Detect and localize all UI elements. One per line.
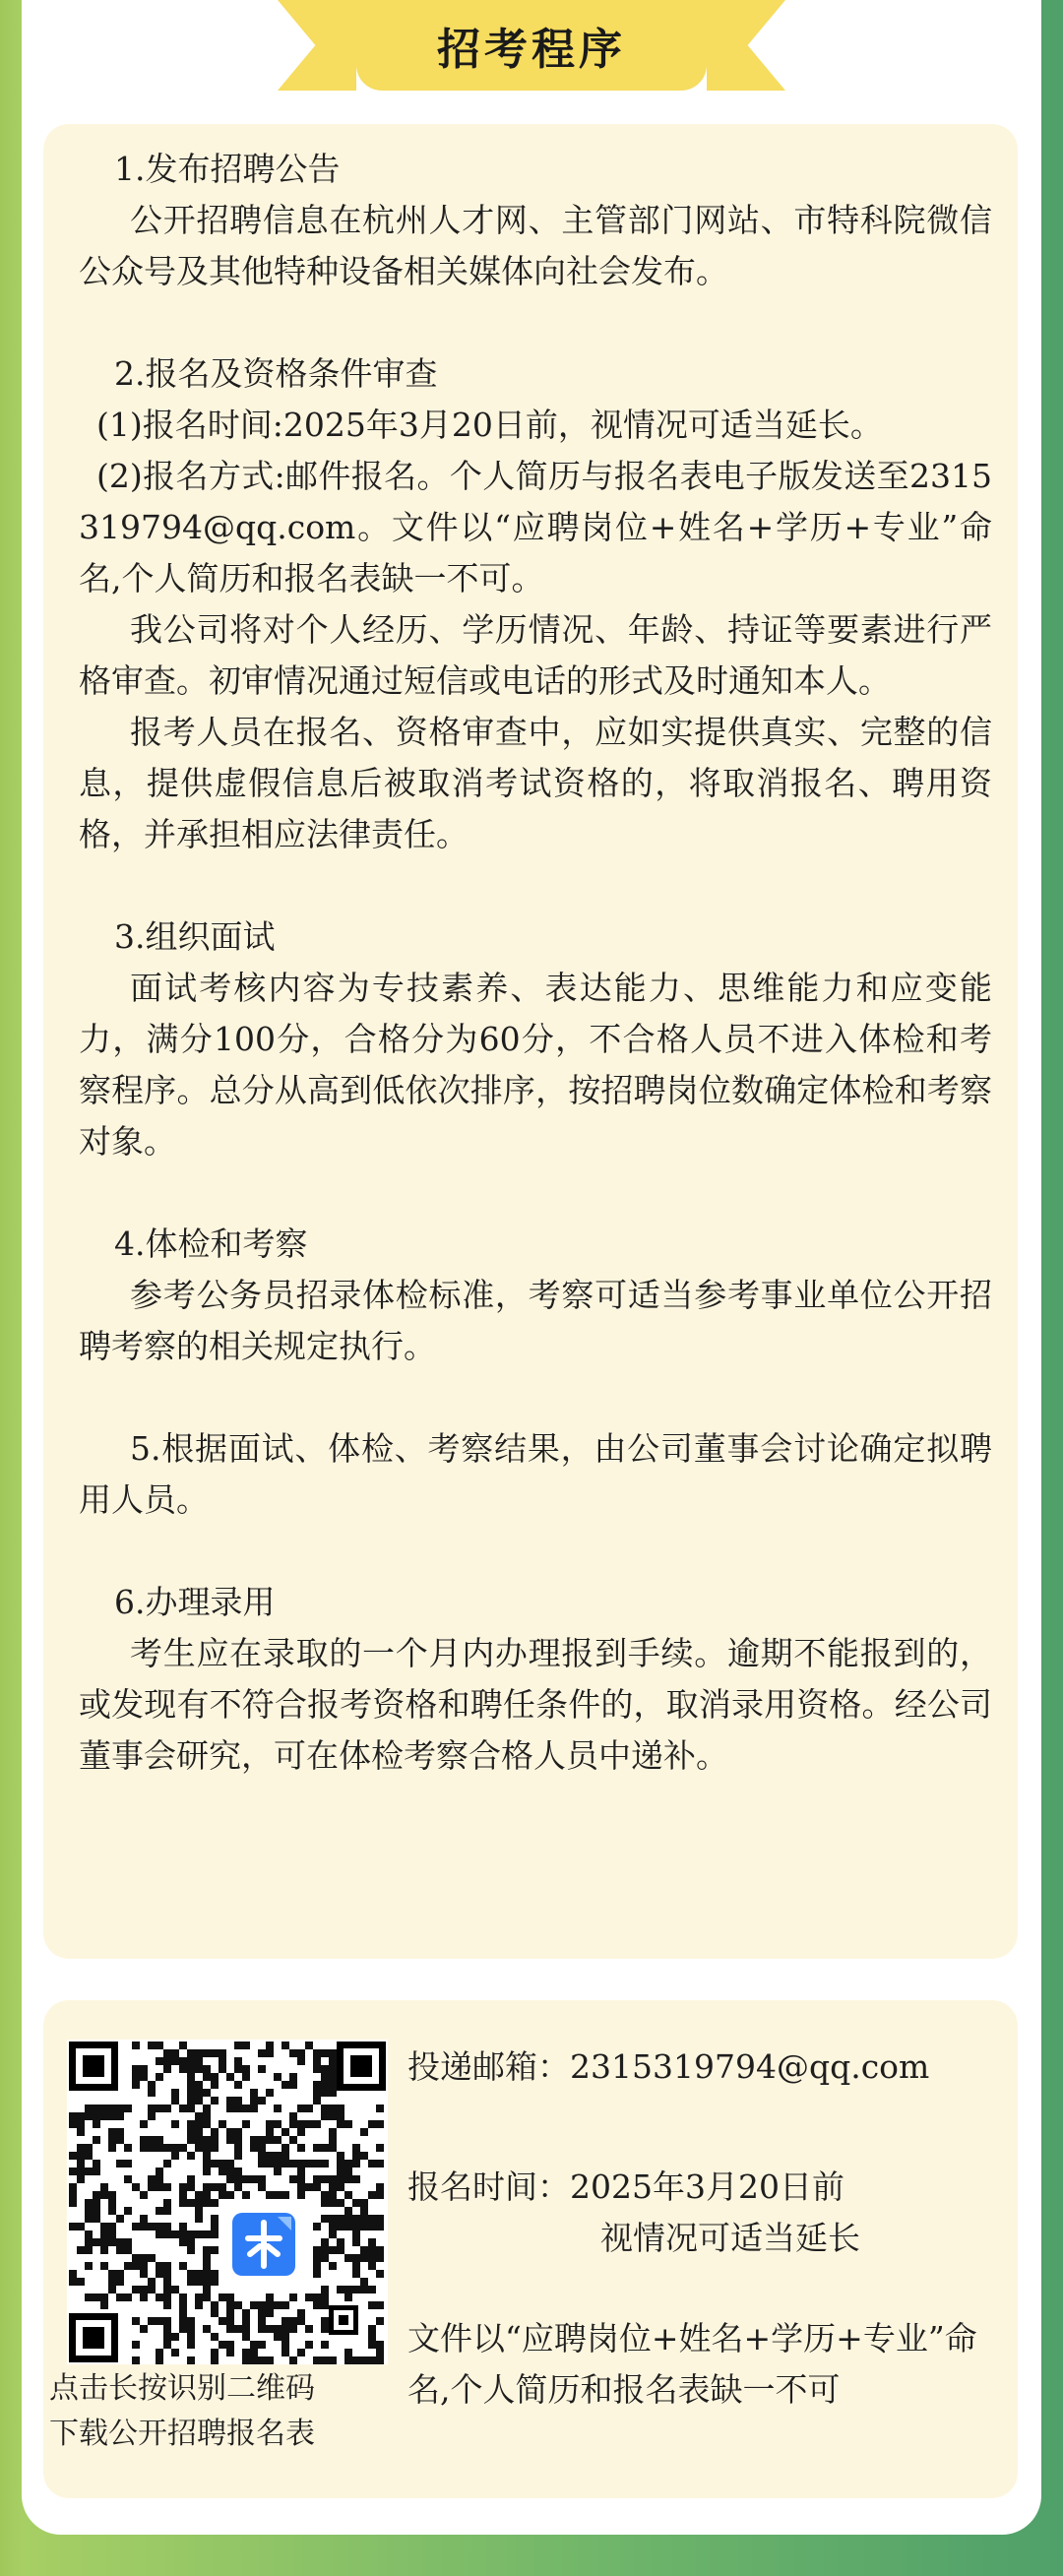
qr-code-pattern: [67, 2040, 388, 2364]
procedure-card: [43, 124, 1018, 1959]
qr-code-icon[interactable]: [67, 2040, 388, 2364]
app-logo-icon: [228, 2209, 299, 2280]
section-2-text-3: 我公司将对个人经历、学历情况、年龄、持证等要素进行严格审查。初审情况通过短信或电话的形式及时通知本人。: [79, 610, 992, 700]
section-3-text: 面试考核内容为专技素养、表达能力、思维能力和应变能力，满分100分，合格分为60分，不合格人员不进入体检和考察程序。总分从高到低依次排序，按招聘岗位数确定体检和考察对象。: [79, 969, 992, 1161]
email-row: 投递邮箱：2315319794@qq.com: [407, 2047, 930, 2086]
section-4-heading: 4.体检和考察: [114, 1225, 308, 1263]
section-1-text: 公开招聘信息在杭州人才网、主管部门网站、市特科院微信公众号及其他特种设备相关媒体向社会发布。: [79, 201, 992, 290]
qr-caption-line-2: 下载公开招聘报名表: [49, 2417, 315, 2451]
title-tab: [356, 0, 707, 91]
section-4-text: 参考公务员招录体检标准，考察可适当参考事业单位公开招聘考察的相关规定执行。: [79, 1276, 992, 1365]
file-note: 文件以“应聘岗位+姓名+学历+专业”命名,个人简历和报名表缺一不可: [407, 2319, 977, 2409]
page-title: 招考程序: [437, 25, 626, 75]
section-6-text: 考生应在录取的一个月内办理报到手续。逾期不能报到的，或发现有不符合报考资格和聘任条件的，取消录用资格。经公司董事会研究，可在体检考察合格人员中递补。: [79, 1634, 992, 1775]
section-2-item-2: (2)报名方式:邮件报名。个人简历与报名表电子版发送至2315319794@qq.com。文件以“应聘岗位+姓名+学历+专业”命名,个人简历和报名表缺一不可。: [79, 457, 992, 597]
qr-caption-line-1: 点击长按识别二维码: [49, 2371, 315, 2406]
section-2-heading: 2.报名及资格条件审查: [114, 354, 438, 393]
section-2-text-4: 报考人员在报名、资格审查中，应如实提供真实、完整的信息，提供虚假信息后被取消考试资格的，将取消报名、聘用资格，并承担相应法律责任。: [79, 713, 992, 853]
section-2-item-1: (1)报名时间:2025年3月20日前，视情况可适当延长。: [96, 406, 883, 444]
section-5-heading: 5.根据面试、体检、考察结果，由公司董事会讨论确定拟聘用人员。: [79, 1429, 992, 1519]
contact-card: [43, 2000, 1018, 2498]
time-row-2: 视情况可适当延长: [600, 2219, 860, 2257]
section-6-heading: 6.办理录用: [114, 1583, 276, 1621]
section-1-heading: 1.发布招聘公告: [114, 150, 341, 188]
time-row-1: 报名时间：2025年3月20日前: [407, 2168, 844, 2206]
qr-caption: [49, 2366, 404, 2457]
section-3-heading: 3.组织面试: [114, 917, 276, 956]
